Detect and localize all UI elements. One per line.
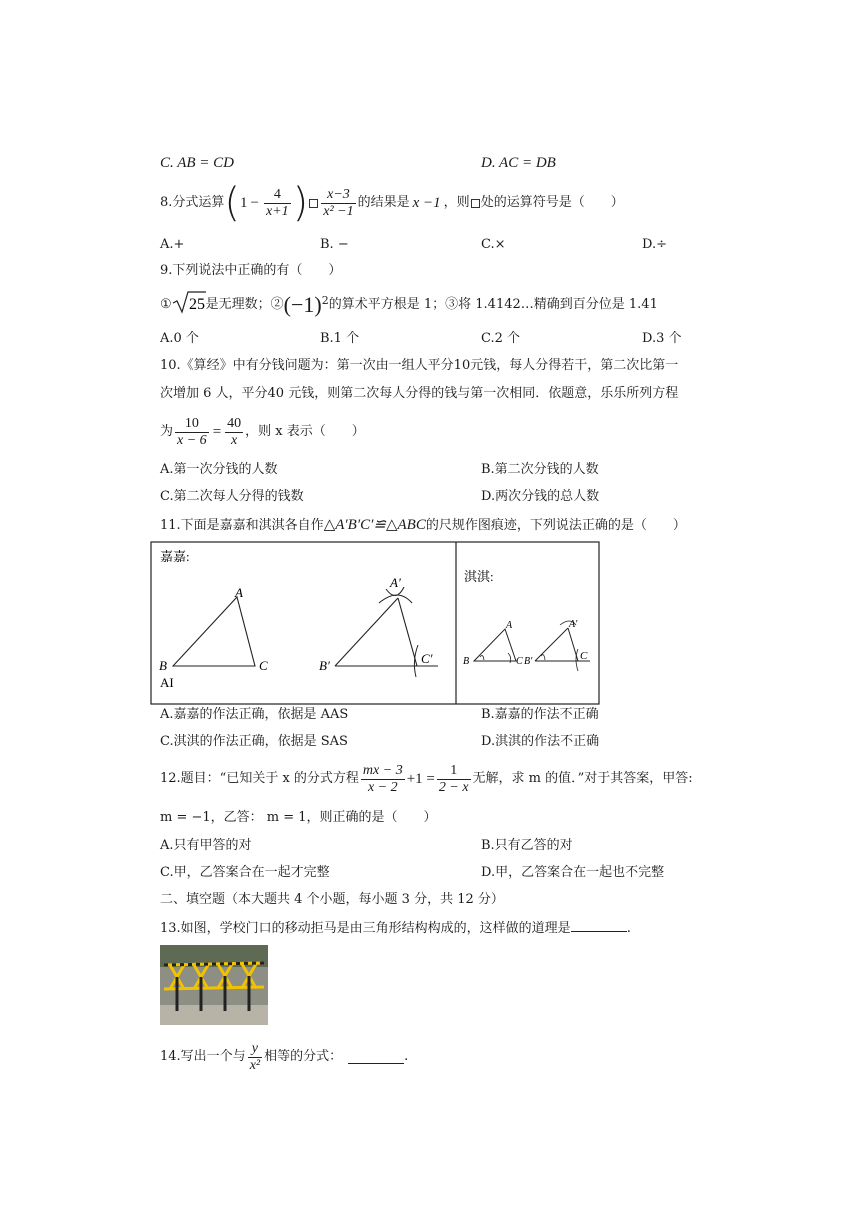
segment-b1a1 bbox=[335, 598, 398, 666]
q8-f2-num: x−3 bbox=[321, 187, 355, 204]
q11-stem-prefix: 11.下面是嘉嘉和淇淇各自作 bbox=[160, 518, 324, 533]
point-c-label: C bbox=[259, 658, 268, 673]
q10-fraction-1 bbox=[175, 416, 209, 449]
q9-statements bbox=[160, 292, 658, 318]
q10-option-c: C.第二次每人分得的钱数 bbox=[160, 489, 304, 504]
q12-option-a: A.只有甲答的对 bbox=[160, 838, 252, 853]
qiqi-point-c1-label: C bbox=[580, 650, 588, 662]
q10-f1-den: x − 6 bbox=[177, 432, 207, 448]
q12-option-d: D.甲，乙答案合在一起也不完整 bbox=[481, 865, 665, 880]
q11-figure bbox=[150, 541, 602, 706]
q8-stem bbox=[160, 179, 624, 227]
q12-stem bbox=[160, 758, 693, 800]
q8-result: x −1 bbox=[412, 195, 441, 211]
qiqi-point-a1-label: A′ bbox=[569, 619, 578, 630]
construction-arc-1 bbox=[379, 595, 412, 603]
q14-end: . bbox=[404, 1049, 409, 1064]
q11-option-b: B.嘉嘉的作法不正确 bbox=[481, 707, 599, 722]
q13-answer-blank bbox=[571, 918, 627, 932]
qiqi-segment-b1a1 bbox=[535, 628, 568, 661]
q8-one: 1 bbox=[240, 195, 248, 211]
q10-f2-den: x bbox=[231, 432, 238, 448]
q8-suffix-3: 处的运算符号是（ ） bbox=[480, 195, 624, 210]
q9-sqrt bbox=[172, 290, 206, 320]
q11-jiajia-label: 嘉嘉: bbox=[160, 549, 190, 564]
q8-operator-box-ref bbox=[471, 199, 480, 208]
q10-option-b: B.第二次分钱的人数 bbox=[481, 462, 599, 477]
q11-ai-mark: AI bbox=[160, 675, 174, 690]
q14-answer-blank bbox=[348, 1050, 404, 1064]
q8-minus: − bbox=[250, 195, 259, 211]
q8-suffix-2: ，则 bbox=[443, 195, 470, 210]
q8-left-paren: ( bbox=[224, 180, 241, 226]
q12-f2-num: 1 bbox=[437, 763, 471, 780]
q8-f2-den: x² −1 bbox=[323, 203, 354, 219]
q8-option-d: D.÷ bbox=[642, 237, 667, 252]
q9-option-b: B.1 个 bbox=[320, 331, 360, 346]
q8-right-paren: ) bbox=[292, 180, 309, 226]
q8-f1-den: x+1 bbox=[265, 203, 289, 219]
q8-operator-box bbox=[309, 199, 318, 208]
q10-line-1: 10.《算经》中有分钱问题为：第一次由一组人平分10元钱，每人分得若干，第二次比第一 bbox=[160, 358, 679, 373]
q8-fraction-1 bbox=[264, 187, 291, 220]
q10-line-2: 次增加 6 人，平分40 元钱，则第二次每人分得的钱与第一次相同．依题意，乐乐所列方程 bbox=[160, 386, 679, 401]
q9-s2-text: 的算术平方根是 1；③将 1.4142…精确到百分位是 1.41 bbox=[328, 297, 658, 312]
q14-f-den: x² bbox=[249, 1057, 261, 1073]
q9-option-d: D.3 个 bbox=[642, 331, 682, 346]
q9-s1-text: 是无理数；② bbox=[205, 297, 284, 312]
q13-end: . bbox=[626, 921, 631, 936]
qiqi-angle-arc-b bbox=[480, 656, 484, 660]
q12-stem-prefix: 12.题目：“已知关于 x 的分式方程 bbox=[160, 771, 359, 786]
q14-fraction bbox=[248, 1041, 262, 1074]
q9-s2-base: (−1) bbox=[283, 292, 322, 317]
q7-option-d: D. AC = DB bbox=[481, 155, 556, 171]
q8-prefix: 8.分式运算 bbox=[160, 195, 225, 210]
q8-fraction-2 bbox=[321, 187, 355, 220]
q13-text: 13.如图，学校门口的移动拒马是由三角形结构构成的，这样做的道理是 bbox=[160, 921, 571, 936]
segment-a1c1 bbox=[398, 598, 417, 666]
q14-stem bbox=[160, 1036, 408, 1078]
q12-option-c: C.甲，乙答案合在一起才完整 bbox=[160, 865, 330, 880]
point-a1-label: A′ bbox=[390, 575, 401, 590]
q9-s1-radicand: 25 bbox=[188, 296, 205, 313]
triangle-abc bbox=[173, 597, 255, 666]
qiqi-point-a-label: A bbox=[506, 620, 513, 631]
qiqi-point-b-label: B bbox=[463, 656, 470, 667]
q9-stem: 9.下列说法中正确的有（ ） bbox=[160, 263, 342, 278]
q8-f1-num: 4 bbox=[264, 187, 291, 204]
q8-option-a: A.+ bbox=[160, 237, 185, 252]
q10-eq-suffix: ，则 x 表示（ ） bbox=[245, 424, 365, 439]
q12-f1-den: x − 2 bbox=[367, 779, 398, 795]
q12-fraction-1 bbox=[361, 763, 405, 796]
point-a-label: A bbox=[235, 585, 243, 600]
qiqi-point-b1-label: B′ bbox=[524, 656, 533, 667]
q11-congruence: △A′B′C′≌△ABC bbox=[323, 517, 426, 533]
q9-s1-prefix: ① bbox=[160, 297, 172, 312]
q12-plus-one: +1 = bbox=[406, 771, 435, 787]
q8-suffix-1: 的结果是 bbox=[357, 195, 410, 210]
q14-prefix: 14.写出一个与 bbox=[160, 1049, 246, 1064]
q10-f1-num: 10 bbox=[175, 416, 209, 433]
q12-f1-num: mx − 3 bbox=[362, 762, 403, 778]
q14-suffix: 相等的分式： bbox=[264, 1049, 343, 1064]
q10-option-a: A.第一次分钱的人数 bbox=[160, 462, 278, 477]
q10-option-d: D.两次分钱的总人数 bbox=[481, 489, 600, 504]
q11-option-d: D.淇淇的作法不正确 bbox=[481, 734, 600, 749]
q11-option-a: A.嘉嘉的作法正确，依据是 AAS bbox=[160, 707, 349, 722]
q12-f2-den: 2 − x bbox=[438, 779, 469, 795]
q11-stem bbox=[160, 516, 686, 535]
q12-option-b: B.只有乙答的对 bbox=[481, 838, 573, 853]
q10-eq-mid: = bbox=[212, 424, 222, 440]
q11-option-c: C.淇淇的作法正确，依据是 SAS bbox=[160, 734, 348, 749]
q14-f-num: y bbox=[248, 1041, 262, 1058]
qiqi-angle-arc-b1 bbox=[541, 655, 545, 660]
point-b-label: B bbox=[159, 658, 167, 673]
qiqi-point-c-label: C bbox=[516, 656, 523, 667]
sqrt-sign-icon bbox=[172, 290, 206, 314]
construction-arc-3 bbox=[414, 645, 418, 677]
q11-stem-suffix: 的尺规作图痕迹，下列说法正确的是（ ） bbox=[425, 518, 686, 533]
section-2-heading: 二、填空题（本大题共 4 个小题，每小题 3 分，共 12 分） bbox=[160, 892, 504, 907]
q8-option-b: B. − bbox=[320, 237, 349, 252]
q9-option-a: A.0 个 bbox=[160, 331, 199, 346]
q9-s2-exp: 2 bbox=[321, 294, 329, 307]
q13-stem bbox=[160, 918, 631, 938]
q9-option-c: C.2 个 bbox=[481, 331, 521, 346]
q10-fraction-2 bbox=[225, 416, 243, 449]
point-c1-label: C′ bbox=[421, 651, 433, 666]
q12-stem-suffix: 无解，求 m 的值．”对于其答案，甲答: bbox=[472, 771, 693, 786]
q11-qiqi-label: 淇淇: bbox=[464, 569, 494, 584]
q8-option-c: C.× bbox=[481, 237, 506, 252]
q10-equation bbox=[160, 412, 365, 452]
q12-fraction-2 bbox=[437, 763, 471, 796]
q12-line-2: m = −1，乙答： m = 1，则正确的是（ ） bbox=[160, 810, 437, 825]
q10-eq-prefix: 为 bbox=[160, 424, 174, 439]
q7-option-c: C. AB = CD bbox=[160, 155, 235, 171]
point-b1-label: B′ bbox=[319, 658, 330, 673]
barrier-photo bbox=[160, 945, 268, 1025]
q10-f2-num: 40 bbox=[227, 415, 242, 431]
